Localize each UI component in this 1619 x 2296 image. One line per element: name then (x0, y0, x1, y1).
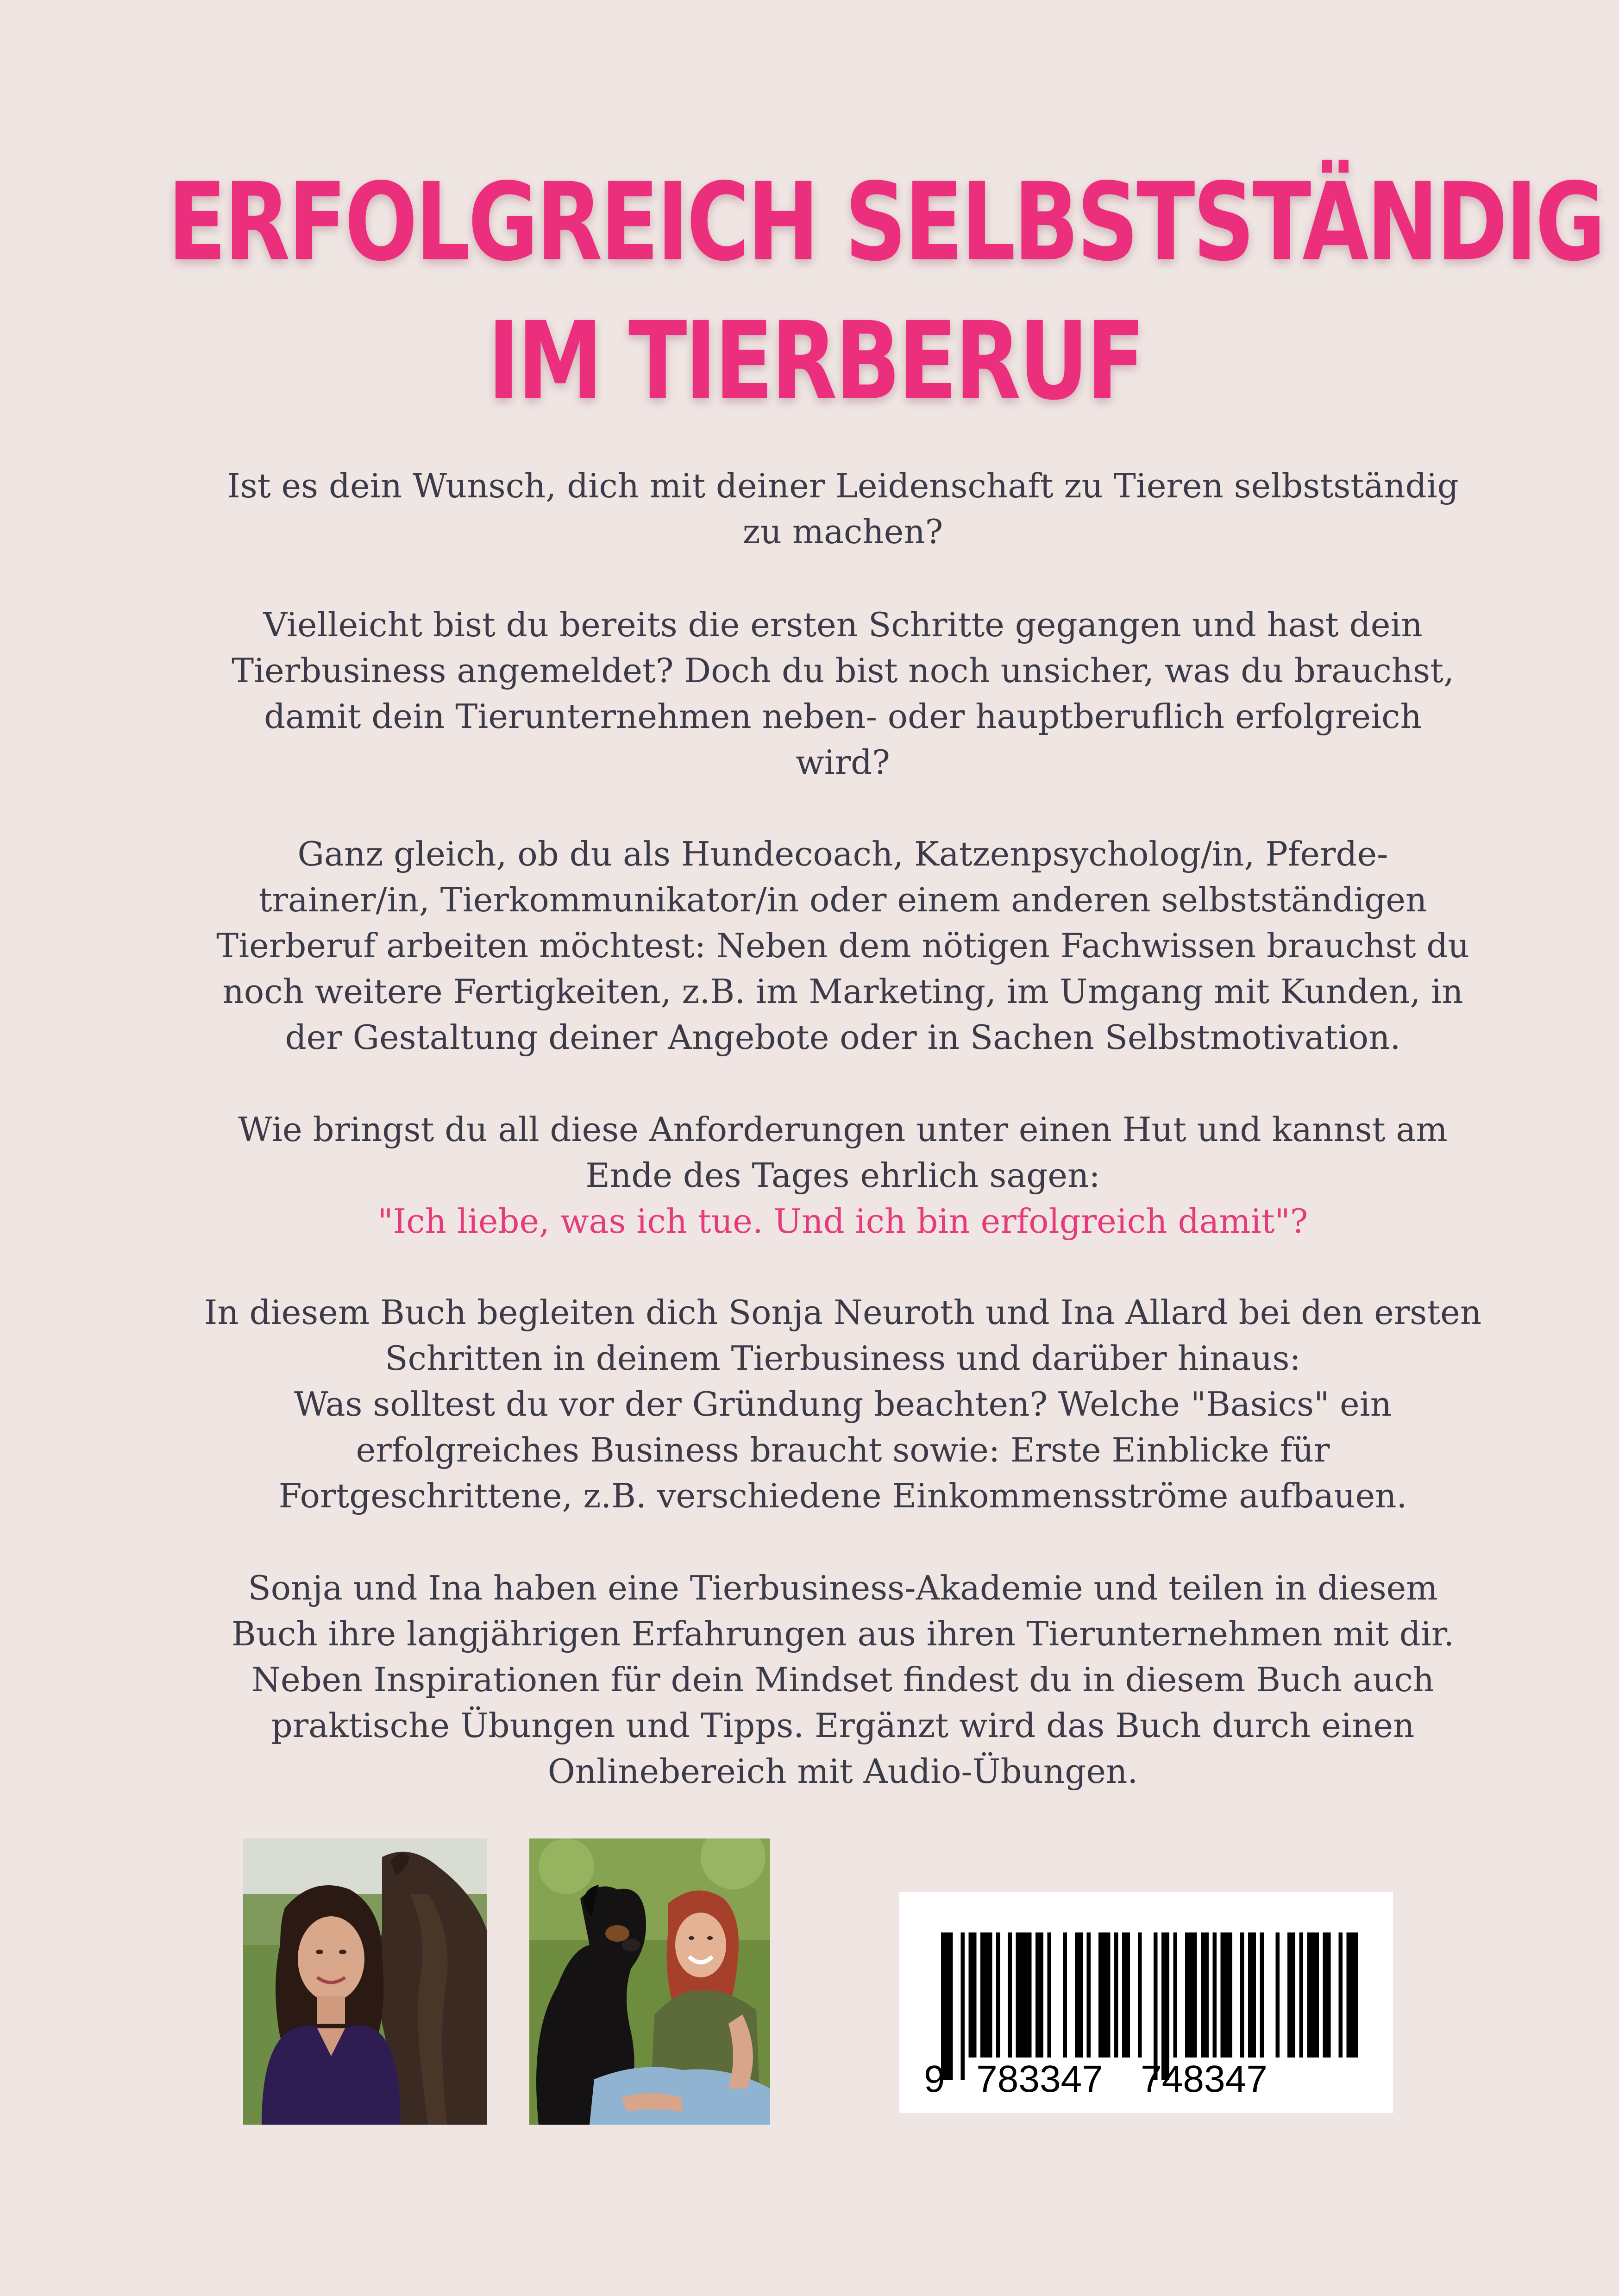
book-title (168, 153, 1604, 431)
blurb-line: der Gestaltung deiner Angebote oder in Sachen Selbstmotivation. (285, 1018, 1401, 1057)
barcode-bar (1240, 1932, 1244, 2058)
barcode-bar (1260, 1932, 1264, 2058)
barcode-right-digits: 748347 (1141, 2058, 1268, 2100)
barcode-bar (1035, 1932, 1043, 2058)
isbn-barcode (899, 1892, 1393, 2113)
barcode-bar (1276, 1932, 1280, 2058)
blurb-paragraph-2 (195, 602, 1491, 785)
highlight-quote: "Ich liebe, was ich tue. Und ich bin erfolgreich damit"? (377, 1202, 1308, 1241)
blurb-paragraph-1 (195, 463, 1491, 555)
blurb-line: noch weitere Fertigkeiten, z.B. im Marketing, im Umgang mit Kunden, in (222, 972, 1463, 1011)
author-photo-sonja-illustration (243, 1838, 487, 2125)
barcode-bar (969, 1932, 977, 2058)
barcode-left-digits: 783347 (976, 2058, 1103, 2100)
barcode-bar (1087, 1932, 1091, 2058)
blurb-line: Wie bringst du all diese Anforderungen unter einen Hut und kannst am (238, 1110, 1448, 1149)
barcode-bar (1048, 1932, 1052, 2058)
barcode-bar (1016, 1932, 1032, 2058)
blurb-line: Tierberuf arbeiten möchtest: Neben dem nötigen Fachwissen brauchst du (216, 926, 1469, 965)
barcode-bar (1339, 1932, 1343, 2058)
blurb-line: Was solltest du vor der Gründung beachten? Welche "Basics" ein (294, 1385, 1392, 1424)
blurb-line: damit dein Tierunternehmen neben- oder hauptberuflich erfolgreich (264, 697, 1422, 736)
blurb-line: praktische Übungen und Tipps. Ergänzt wird das Buch durch einen (271, 1706, 1415, 1745)
barcode-bar (1173, 1932, 1178, 2058)
book-title-line-1: ERFOLGREICH SELBSTSTÄNDIG (168, 160, 1604, 285)
barcode-first-digit: 9 (924, 2058, 945, 2100)
blurb-paragraph-5 (195, 1290, 1491, 1519)
barcode-bar (1221, 1932, 1233, 2058)
barcode-bar (1075, 1932, 1083, 2058)
isbn-barcode-graphic (899, 1892, 1393, 2113)
blurb-line: Ende des Tages ehrlich sagen: (585, 1156, 1100, 1195)
blurb-line: wird? (796, 743, 890, 782)
blurb-paragraph-6 (195, 1565, 1491, 1794)
barcode-bar (1138, 1932, 1142, 2058)
author-photo-ina (529, 1838, 770, 2125)
blurb-line: Tierbusiness angemeldet? Doch du bist noch unsicher, was du brauchst, (232, 651, 1454, 690)
blurb-paragraph-3 (195, 831, 1491, 1060)
barcode-bar (961, 1932, 965, 2080)
barcode-bar (1122, 1932, 1130, 2058)
barcode-bar (1323, 1932, 1331, 2058)
blurb-line: zu machen? (742, 512, 943, 551)
barcode-bar (1248, 1932, 1256, 2058)
barcode-bar (996, 1932, 1000, 2058)
blurb-line: trainer/in, Tierkommunikator/in oder einem anderen selbstständigen (258, 880, 1427, 919)
blurb-line: Vielleicht bist du bereits die ersten Schritte gegangen und hast dein (263, 605, 1423, 644)
barcode-bar (1008, 1932, 1012, 2058)
author-photo-ina-illustration (529, 1838, 770, 2125)
barcode-bar (1299, 1932, 1304, 2058)
barcode-bar (1307, 1932, 1319, 2058)
blurb-line: Ist es dein Wunsch, dich mit deiner Leidenschaft zu Tieren selbstständig (227, 466, 1459, 505)
barcode-bar (980, 1932, 992, 2058)
barcode-bar (1098, 1932, 1111, 2058)
barcode-bar (1201, 1932, 1209, 2058)
barcode-bar (1213, 1932, 1217, 2058)
blurb-line: Sonja und Ina haben eine Tierbusiness-Akademie und teilen in diesem (248, 1568, 1438, 1607)
barcode-bar (1185, 1932, 1197, 2058)
blurb-line: erfolgreiches Business braucht sowie: Erste Einblicke für (356, 1430, 1330, 1469)
blurb-line: Buch ihre langjährigen Erfahrungen aus ihren Tierunternehmen mit dir. (231, 1614, 1455, 1653)
barcode-bar (1063, 1932, 1067, 2058)
barcode-bar (1114, 1932, 1118, 2058)
blurb-line: Schritten in deinem Tierbusiness und darüber hinaus: (385, 1339, 1301, 1378)
blurb-line: Fortgeschrittene, z.B. verschiedene Einkommensströme aufbauen. (278, 1476, 1407, 1515)
blurb-line: In diesem Buch begleiten dich Sonja Neuroth und Ina Allard bei den ersten (204, 1293, 1482, 1332)
blurb-line: Neben Inspirationen für dein Mindset findest du in diesem Buch auch (251, 1660, 1435, 1699)
barcode-bar (1347, 1932, 1359, 2058)
blurb-line: Onlinebereich mit Audio-Übungen. (547, 1752, 1138, 1791)
barcode-bar (1287, 1932, 1295, 2058)
author-photo-sonja (243, 1838, 487, 2125)
book-title-line-2: IM TIERBERUF (488, 299, 1143, 424)
blurb-paragraph-4 (195, 1107, 1491, 1244)
blurb-line: Ganz gleich, ob du als Hundecoach, Katzenpsycholog/in, Pferde- (297, 834, 1388, 873)
